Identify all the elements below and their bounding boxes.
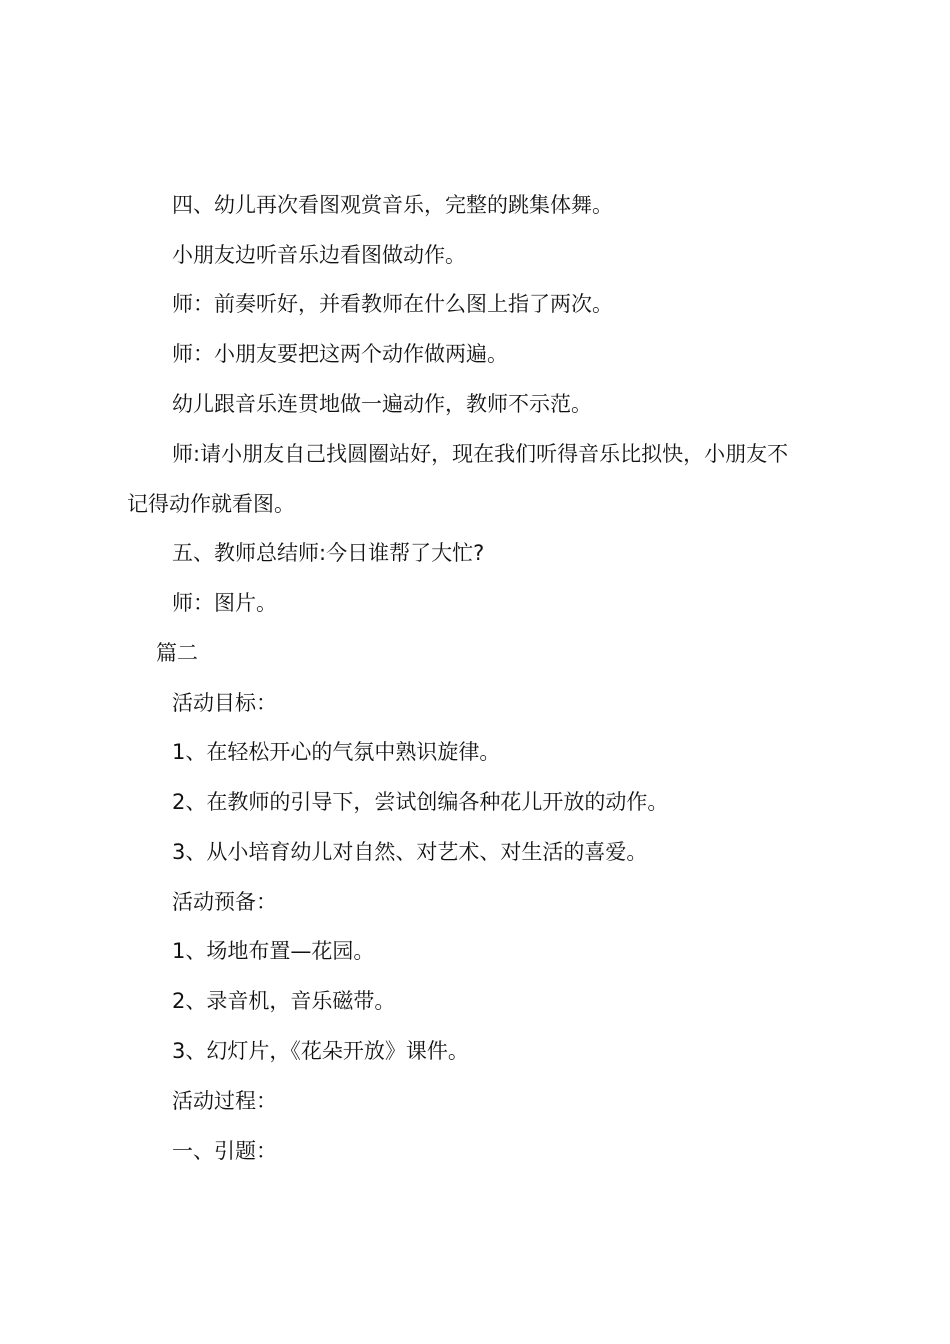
paragraph: 师：前奏听好，并看教师在什么图上指了两次。: [172, 292, 613, 316]
list-item: 1、在轻松开心的气氛中熟识旋律。: [172, 740, 501, 764]
paragraph: 幼儿跟音乐连贯地做一遍动作，教师不示范。: [172, 392, 592, 416]
paragraph-continuation: 记得动作就看图。: [127, 492, 295, 516]
list-item: 2、在教师的引导下，尝试创编各种花儿开放的动作。: [172, 790, 669, 814]
paragraph: 四、幼儿再次看图观赏音乐，完整的跳集体舞。: [172, 193, 613, 217]
list-item: 2、录音机，音乐磁带。: [172, 989, 396, 1013]
subheading: 活动过程：: [172, 1089, 277, 1113]
subheading: 活动预备：: [172, 890, 277, 914]
list-item: 1、场地布置—花园。: [172, 939, 375, 963]
subheading: 活动目标：: [172, 691, 277, 715]
paragraph: 师：图片。: [172, 591, 277, 615]
list-item: 3、从小培育幼儿对自然、对艺术、对生活的喜爱。: [172, 840, 648, 864]
section-heading: 篇二: [156, 641, 198, 665]
paragraph: 五、教师总结师:今日谁帮了大忙?: [172, 541, 485, 565]
paragraph: 师：小朋友要把这两个动作做两遍。: [172, 342, 508, 366]
paragraph: 师:请小朋友自己找圆圈站好，现在我们听得音乐比拟快，小朋友不: [172, 442, 789, 466]
paragraph: 一、引题：: [172, 1139, 277, 1163]
paragraph: 小朋友边听音乐边看图做动作。: [172, 243, 466, 267]
list-item: 3、幻灯片，《花朵开放》课件。: [172, 1039, 469, 1063]
